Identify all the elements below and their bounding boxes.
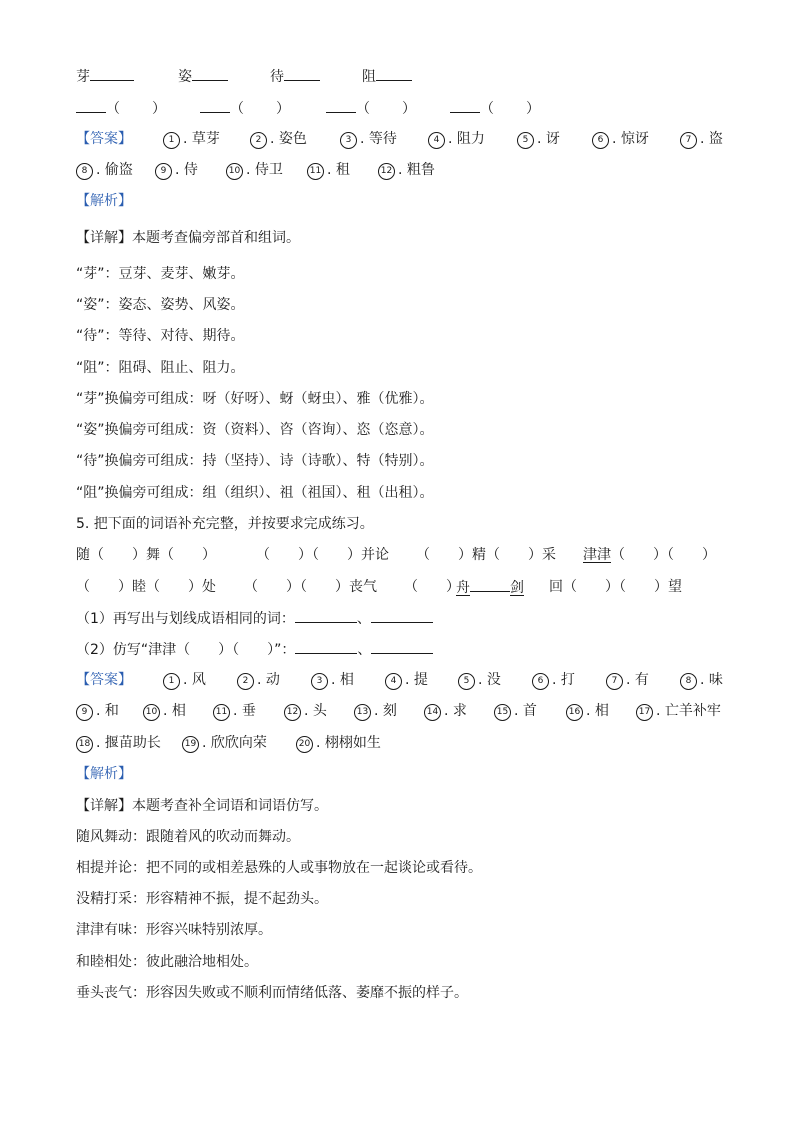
- answer-text: 打: [560, 672, 575, 688]
- answer-number: 12: [284, 704, 301, 721]
- answer-tag: 【答案】: [76, 672, 132, 688]
- answer-number: 11: [213, 704, 230, 721]
- answer-number: 1: [163, 132, 180, 149]
- explain-line: “芽”：豆芽、麦芽、嫩芽。: [76, 266, 245, 282]
- answer-tag: 【答案】: [76, 131, 132, 147]
- answer-number: 5: [517, 132, 534, 149]
- answer-item: 6 . 惊讶: [592, 129, 649, 149]
- answer-item: 16 . 相: [566, 701, 609, 721]
- answer-text: 侍卫: [254, 162, 283, 178]
- answer-text: 和: [104, 703, 119, 719]
- idiom-blank: （ ）: [404, 579, 460, 595]
- answer-number: 3: [340, 132, 357, 149]
- answer-item: 3 . 等待: [340, 129, 397, 149]
- answer-text: 首: [522, 703, 537, 719]
- answer-text: 动: [265, 672, 280, 688]
- subquestion-1: （1）再写出与划线成语相同的词： 、: [76, 608, 433, 629]
- answer-item: 3 . 相: [311, 670, 354, 690]
- answer-number: 16: [566, 704, 583, 721]
- idiom-blank: （ ）睦（ ）处: [76, 579, 216, 595]
- answer-item: 1 . 草芽: [163, 129, 220, 149]
- answer-text: 有: [634, 672, 649, 688]
- answer-text: 偷盗: [104, 162, 133, 178]
- answer-number: 13: [354, 704, 371, 721]
- answer-text: 姿色: [278, 131, 307, 147]
- answer-number: 11: [307, 163, 324, 180]
- answer-text: 没: [486, 672, 501, 688]
- answer-number: 12: [378, 163, 395, 180]
- answer-item: 8 . 味: [680, 670, 723, 690]
- answer-number: 3: [311, 673, 328, 690]
- answer-text: 阻力: [456, 131, 485, 147]
- idiom-underlined: 津津: [583, 547, 611, 563]
- explain-line: 垂头丧气：形容因失败或不顺利而情绪低落、萎靡不振的样子。: [76, 985, 468, 1001]
- answer-item: 11 . 租: [307, 160, 350, 180]
- answer-text: 等待: [368, 131, 397, 147]
- explain-line: 津津有味：形容兴味特别浓厚。: [76, 922, 272, 938]
- answer-item: 12 . 头: [284, 701, 327, 721]
- answer-number: 4: [428, 132, 445, 149]
- answer-item: 13 . 刻: [354, 701, 397, 721]
- word-paren-4: （ ）: [450, 98, 540, 119]
- explain-line: “待”：等待、对待、期待。: [76, 328, 245, 344]
- answer-number: 10: [143, 704, 160, 721]
- answer-number: 10: [226, 163, 243, 180]
- answer-text: 草芽: [191, 131, 220, 147]
- detail-line: 【详解】本题考查补全词语和词语仿写。: [76, 798, 328, 814]
- answer-item: 5 . 没: [458, 670, 501, 690]
- idiom-blank: （ ）（ ）: [611, 547, 716, 563]
- explain-line: “姿”：姿态、姿势、风姿。: [76, 297, 245, 313]
- answer-item: 9 . 和: [76, 701, 119, 721]
- answer-number: 15: [494, 704, 511, 721]
- explain-line: “阻”：阻碍、阻止、阻力。: [76, 360, 245, 376]
- answer-item: 12 . 粗鲁: [378, 160, 435, 180]
- answer-item: 7 . 有: [606, 670, 649, 690]
- answer-text: 欣欣向荣: [210, 735, 267, 751]
- idiom-blank: （ ）（ ）丧气: [244, 579, 377, 595]
- answer-item: 17 . 亡羊补牢: [636, 701, 721, 721]
- word-paren-3: （ ）: [326, 98, 416, 119]
- answer-text: 风: [191, 672, 206, 688]
- idiom-underlined: 舟 剑: [456, 577, 524, 598]
- answer-number: 20: [296, 736, 313, 753]
- answer-text: 惊讶: [620, 131, 649, 147]
- analysis-tag: 【解析】: [76, 766, 132, 782]
- answer-number: 14: [424, 704, 441, 721]
- analysis-tag: 【解析】: [76, 193, 132, 209]
- answer-number: 8: [680, 673, 697, 690]
- answer-item: 10 . 侍卫: [226, 160, 283, 180]
- answer-text: 侍: [183, 162, 198, 178]
- answer-number: 19: [182, 736, 199, 753]
- answer-item: 10 . 相: [143, 701, 186, 721]
- answer-text: 味: [708, 672, 723, 688]
- explain-line: 相提并论：把不同的或相差悬殊的人或事物放在一起谈论或看待。: [76, 860, 482, 876]
- question-title: 5. 把下面的词语补充完整，并按要求完成练习。: [76, 516, 374, 532]
- answer-text: 相: [594, 703, 609, 719]
- answer-number: 17: [636, 704, 653, 721]
- answer-text: 垂: [241, 703, 256, 719]
- char-blank-1: 芽: [76, 66, 134, 87]
- word-paren-2: （ ）: [200, 98, 290, 119]
- answer-item: 5 . 讶: [517, 129, 560, 149]
- answer-text: 头: [312, 703, 327, 719]
- word-paren-1: （ ）: [76, 98, 166, 119]
- answer-text: 提: [413, 672, 428, 688]
- char-blank-4: 阻: [362, 66, 412, 87]
- answer-item: 1 . 风: [163, 670, 206, 690]
- answer-text: 亡羊补牢: [664, 703, 721, 719]
- answer-item: 11 . 垂: [213, 701, 256, 721]
- idiom-blank: （ ）（ ）并论: [256, 547, 389, 563]
- answer-text: 盗: [708, 131, 723, 147]
- answer-text: 求: [452, 703, 467, 719]
- answer-item: 15 . 首: [494, 701, 537, 721]
- char-blank-2: 姿: [178, 66, 228, 87]
- answer-item: 18 . 揠苗助长: [76, 733, 161, 753]
- answer-item: 2 . 动: [237, 670, 280, 690]
- answer-text: 揠苗助长: [104, 735, 161, 751]
- answer-number: 5: [458, 673, 475, 690]
- idiom-blank: 随（ ）舞（ ）: [76, 547, 216, 563]
- answer-item: 20 . 栩栩如生: [296, 733, 381, 753]
- answer-number: 2: [237, 673, 254, 690]
- answer-item: 4 . 阻力: [428, 129, 485, 149]
- answer-number: 7: [606, 673, 623, 690]
- answer-number: 18: [76, 736, 93, 753]
- explain-line: 没精打采：形容精神不振，提不起劲头。: [76, 891, 328, 907]
- explain-line: “待”换偏旁可组成：持（坚持）、诗（诗歌）、特（特别）。: [76, 453, 434, 469]
- answer-item: 7 . 盗: [680, 129, 723, 149]
- answer-text: 租: [335, 162, 350, 178]
- answer-number: 7: [680, 132, 697, 149]
- answer-text: 相: [171, 703, 186, 719]
- idiom-blank: 回（ ）（ ）望: [549, 579, 682, 595]
- answer-item: 6 . 打: [532, 670, 575, 690]
- answer-number: 6: [532, 673, 549, 690]
- answer-number: 1: [163, 673, 180, 690]
- answer-number: 9: [155, 163, 172, 180]
- answer-text: 讶: [545, 131, 560, 147]
- idiom-blank: （ ）精（ ）采: [416, 547, 556, 563]
- answer-item: 8 . 偷盗: [76, 160, 133, 180]
- explain-line: 随风舞动：跟随着风的吹动而舞动。: [76, 829, 300, 845]
- answer-number: 9: [76, 704, 93, 721]
- explain-line: “阻”换偏旁可组成：组（组织）、祖（祖国）、租（出租）。: [76, 485, 434, 501]
- answer-number: 2: [250, 132, 267, 149]
- char-blank-3: 待: [270, 66, 320, 87]
- explain-line: “芽”换偏旁可组成：呀（好呀）、蚜（蚜虫）、雅（优雅）。: [76, 391, 434, 407]
- answer-item: 14 . 求: [424, 701, 467, 721]
- answer-item: 19 . 欣欣向荣: [182, 733, 267, 753]
- answer-number: 6: [592, 132, 609, 149]
- answer-item: 9 . 侍: [155, 160, 198, 180]
- answer-item: 4 . 提: [385, 670, 428, 690]
- answer-text: 刻: [382, 703, 397, 719]
- answer-text: 栩栩如生: [324, 735, 381, 751]
- answer-text: 粗鲁: [406, 162, 435, 178]
- answer-item: 2 . 姿色: [250, 129, 307, 149]
- detail-line: 【详解】本题考查偏旁部首和组词。: [76, 230, 300, 246]
- explain-line: “姿”换偏旁可组成：资（资料）、咨（咨询）、恣（恣意）。: [76, 422, 434, 438]
- answer-number: 8: [76, 163, 93, 180]
- explain-line: 和睦相处：彼此融洽地相处。: [76, 954, 258, 970]
- answer-number: 4: [385, 673, 402, 690]
- subquestion-2: （2）仿写“津津（ ）（ ）”： 、: [76, 639, 433, 660]
- answer-text: 相: [339, 672, 354, 688]
